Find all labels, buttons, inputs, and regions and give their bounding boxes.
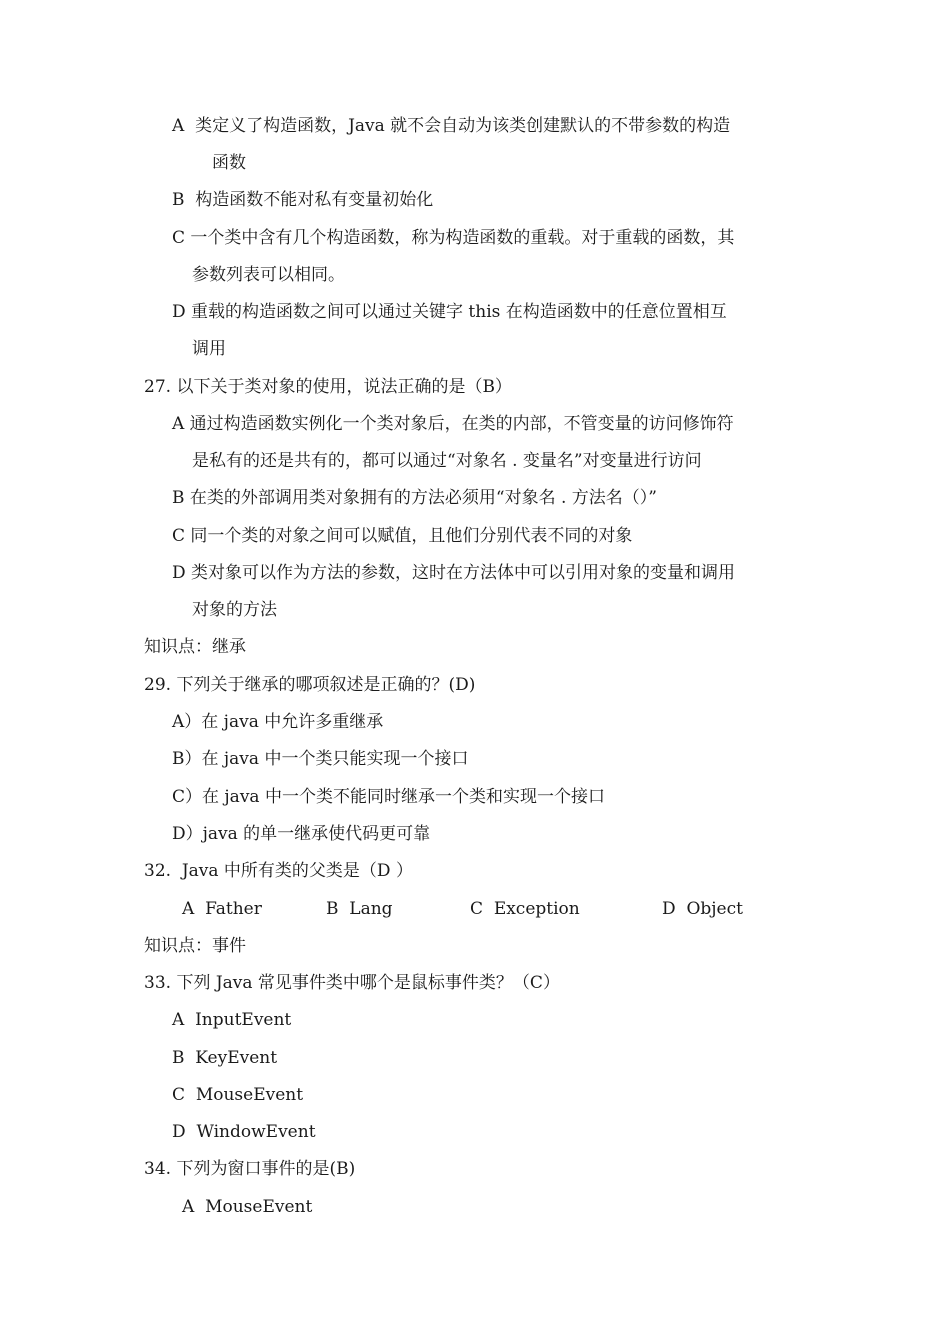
q29-option-a: A）在 java 中允许多重继承 — [172, 712, 384, 732]
q26-option-d-line1: D 重载的构造函数之间可以通过关键字 this 在构造函数中的任意位置相互 — [172, 302, 727, 322]
q27-option-c: C 同一个类的对象之间可以赋值，且他们分别代表不同的对象 — [172, 526, 633, 546]
q26-option-b: B 构造函数不能对私有变量初始化 — [172, 190, 434, 210]
q32-option-d: D Object — [662, 899, 743, 919]
q26-option-c-line1: C 一个类中含有几个构造函数，称为构造函数的重载。对于重载的函数，其 — [172, 228, 735, 248]
q34-question: 34. 下列为窗口事件的是(B) — [144, 1159, 356, 1179]
q29-option-c: C）在 java 中一个类不能同时继承一个类和实现一个接口 — [172, 787, 605, 807]
section-heading-event: 知识点：事件 — [144, 936, 246, 956]
q32-question: 32. Java 中所有类的父类是（D ） — [144, 861, 413, 881]
q33-option-a: A InputEvent — [172, 1010, 292, 1030]
q26-option-a-line2: 函数 — [212, 153, 246, 173]
q32-options-row — [182, 897, 743, 921]
q27-option-d-line1: D 类对象可以作为方法的参数，这时在方法体中可以引用对象的变量和调用 — [172, 563, 736, 583]
q32-option-c: C Exception — [470, 899, 580, 919]
q27-option-b: B 在类的外部调用类对象拥有的方法必须用“对象名 . 方法名（）” — [172, 488, 657, 508]
section-heading-inheritance: 知识点：继承 — [144, 637, 246, 657]
q33-option-b: B KeyEvent — [172, 1048, 278, 1068]
q34-option-a: A MouseEvent — [182, 1197, 313, 1217]
q27-option-d-line2: 对象的方法 — [192, 600, 277, 620]
q26-option-c-line2: 参数列表可以相同。 — [192, 265, 345, 285]
q27-option-a-line1: A 通过构造函数实例化一个类对象后，在类的内部，不管变量的访问修饰符 — [172, 414, 734, 434]
q29-question: 29. 下列关于继承的哪项叙述是正确的？(D) — [144, 675, 476, 695]
q26-option-d-line2: 调用 — [192, 339, 226, 359]
q32-option-a: A Father — [182, 899, 262, 919]
q33-option-d: D WindowEvent — [172, 1122, 316, 1142]
q33-option-c: C MouseEvent — [172, 1085, 304, 1105]
q32-option-b: B Lang — [326, 899, 393, 919]
q27-option-a-line2: 是私有的还是共有的，都可以通过“对象名 . 变量名”对变量进行访问 — [192, 451, 702, 471]
q29-option-d: D）java 的单一继承使代码更可靠 — [172, 824, 431, 844]
q33-question: 33. 下列 Java 常见事件类中哪个是鼠标事件类？（C） — [144, 973, 560, 993]
q26-option-a-line1: A 类定义了构造函数，Java 就不会自动为该类创建默认的不带参数的构造 — [172, 116, 731, 136]
q27-question: 27. 以下关于类对象的使用，说法正确的是（B） — [144, 377, 512, 397]
q29-option-b: B）在 java 中一个类只能实现一个接口 — [172, 749, 469, 769]
